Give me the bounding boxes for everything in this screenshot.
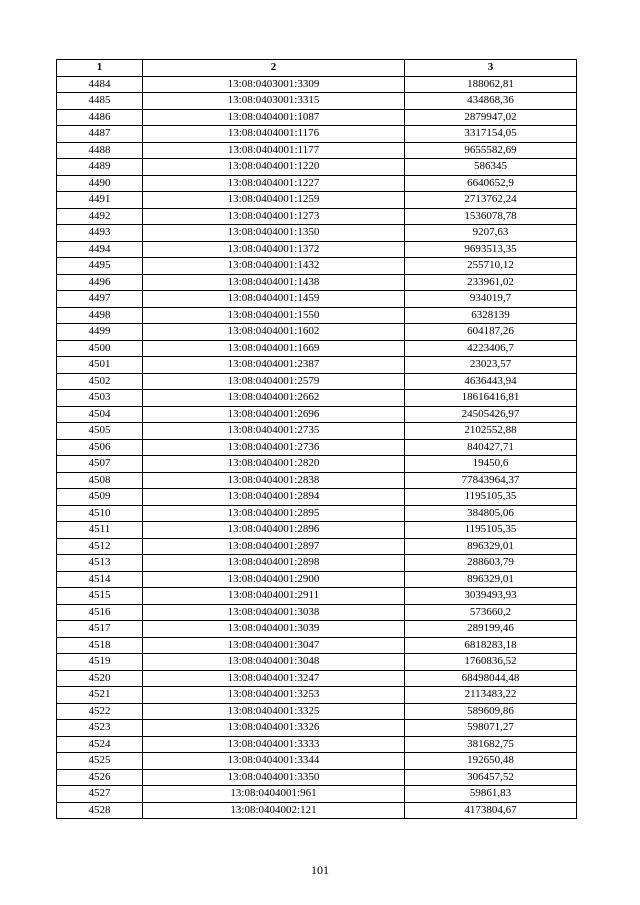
value-cell: 2102552,88 <box>405 423 577 440</box>
row-number-cell: 4488 <box>57 142 143 159</box>
value-cell: 255710,12 <box>405 258 577 275</box>
row-number-cell: 4487 <box>57 126 143 143</box>
row-number-cell: 4490 <box>57 175 143 192</box>
cadastral-number-cell: 13:08:0404001:2736 <box>143 439 405 456</box>
table-row <box>57 241 577 258</box>
cadastral-number-cell: 13:08:0404001:1177 <box>143 142 405 159</box>
cadastral-number-cell: 13:08:0404001:2662 <box>143 390 405 407</box>
cadastral-number-cell: 13:08:0404001:1459 <box>143 291 405 308</box>
table-row <box>57 522 577 539</box>
cadastral-number-cell: 13:08:0404001:3344 <box>143 753 405 770</box>
row-number-cell: 4526 <box>57 769 143 786</box>
cadastral-number-cell: 13:08:0404001:3048 <box>143 654 405 671</box>
row-number-cell: 4493 <box>57 225 143 242</box>
cadastral-number-cell: 13:08:0404001:1432 <box>143 258 405 275</box>
table-row <box>57 340 577 357</box>
value-cell: 604187,26 <box>405 324 577 341</box>
value-cell: 384805,06 <box>405 505 577 522</box>
table-row <box>57 258 577 275</box>
table-row <box>57 76 577 93</box>
value-cell: 598071,27 <box>405 720 577 737</box>
table-row <box>57 703 577 720</box>
row-number-cell: 4496 <box>57 274 143 291</box>
value-cell: 934019,7 <box>405 291 577 308</box>
cadastral-number-cell: 13:08:0404001:1350 <box>143 225 405 242</box>
cadastral-number-cell: 13:08:0404001:2895 <box>143 505 405 522</box>
table-row <box>57 324 577 341</box>
row-number-cell: 4498 <box>57 307 143 324</box>
column-header-2: 2 <box>143 60 405 77</box>
cadastral-number-cell: 13:08:0404001:2820 <box>143 456 405 473</box>
row-number-cell: 4520 <box>57 670 143 687</box>
row-number-cell: 4518 <box>57 637 143 654</box>
data-table <box>56 59 577 819</box>
cadastral-number-cell: 13:08:0404001:1227 <box>143 175 405 192</box>
value-cell: 289199,46 <box>405 621 577 638</box>
value-cell: 9207,63 <box>405 225 577 242</box>
table-row <box>57 720 577 737</box>
value-cell: 6818283,18 <box>405 637 577 654</box>
table-row <box>57 373 577 390</box>
value-cell: 4636443,94 <box>405 373 577 390</box>
table-row <box>57 802 577 819</box>
row-number-cell: 4527 <box>57 786 143 803</box>
table-header <box>57 60 577 77</box>
value-cell: 840427,71 <box>405 439 577 456</box>
value-cell: 188062,81 <box>405 76 577 93</box>
cadastral-number-cell: 13:08:0404001:2387 <box>143 357 405 374</box>
value-cell: 1760836,52 <box>405 654 577 671</box>
row-number-cell: 4504 <box>57 406 143 423</box>
value-cell: 573660,2 <box>405 604 577 621</box>
table-row <box>57 357 577 374</box>
value-cell: 1536078,78 <box>405 208 577 225</box>
cadastral-number-cell: 13:08:0404001:3253 <box>143 687 405 704</box>
cadastral-number-cell: 13:08:0403001:3309 <box>143 76 405 93</box>
value-cell: 1195105,35 <box>405 489 577 506</box>
value-cell: 59861,83 <box>405 786 577 803</box>
cadastral-number-cell: 13:08:0404001:3039 <box>143 621 405 638</box>
row-number-cell: 4513 <box>57 555 143 572</box>
table-row <box>57 423 577 440</box>
cadastral-number-cell: 13:08:0404001:1550 <box>143 307 405 324</box>
cadastral-number-cell: 13:08:0404002:121 <box>143 802 405 819</box>
cadastral-number-cell: 13:08:0404001:2898 <box>143 555 405 572</box>
cadastral-number-cell: 13:08:0404001:1259 <box>143 192 405 209</box>
cadastral-number-cell: 13:08:0404001:3247 <box>143 670 405 687</box>
row-number-cell: 4522 <box>57 703 143 720</box>
row-number-cell: 4495 <box>57 258 143 275</box>
row-number-cell: 4505 <box>57 423 143 440</box>
value-cell: 2713762,24 <box>405 192 577 209</box>
row-number-cell: 4497 <box>57 291 143 308</box>
value-cell: 586345 <box>405 159 577 176</box>
value-cell: 6640652,9 <box>405 175 577 192</box>
row-number-cell: 4521 <box>57 687 143 704</box>
cadastral-number-cell: 13:08:0404001:2897 <box>143 538 405 555</box>
value-cell: 4223406,7 <box>405 340 577 357</box>
table-row <box>57 687 577 704</box>
cadastral-number-cell: 13:08:0404001:1669 <box>143 340 405 357</box>
value-cell: 3317154,05 <box>405 126 577 143</box>
table-row <box>57 225 577 242</box>
row-number-cell: 4528 <box>57 802 143 819</box>
row-number-cell: 4511 <box>57 522 143 539</box>
value-cell: 19450,6 <box>405 456 577 473</box>
table-row <box>57 571 577 588</box>
row-number-cell: 4489 <box>57 159 143 176</box>
row-number-cell: 4516 <box>57 604 143 621</box>
value-cell: 434868,36 <box>405 93 577 110</box>
cadastral-number-cell: 13:08:0404001:2735 <box>143 423 405 440</box>
row-number-cell: 4486 <box>57 109 143 126</box>
row-number-cell: 4492 <box>57 208 143 225</box>
table-row <box>57 406 577 423</box>
table-row <box>57 93 577 110</box>
table-row <box>57 274 577 291</box>
row-number-cell: 4519 <box>57 654 143 671</box>
table-row <box>57 637 577 654</box>
table-row <box>57 489 577 506</box>
table-row <box>57 439 577 456</box>
table-row <box>57 192 577 209</box>
row-number-cell: 4517 <box>57 621 143 638</box>
table-row <box>57 555 577 572</box>
cadastral-number-cell: 13:08:0404001:3333 <box>143 736 405 753</box>
table-row <box>57 670 577 687</box>
value-cell: 288603,79 <box>405 555 577 572</box>
cadastral-number-cell: 13:08:0404001:2900 <box>143 571 405 588</box>
value-cell: 306457,52 <box>405 769 577 786</box>
table-row <box>57 307 577 324</box>
table-row <box>57 736 577 753</box>
value-cell: 68498044,48 <box>405 670 577 687</box>
table-row <box>57 159 577 176</box>
table-row <box>57 505 577 522</box>
row-number-cell: 4523 <box>57 720 143 737</box>
cadastral-number-cell: 13:08:0404001:2579 <box>143 373 405 390</box>
value-cell: 233961,02 <box>405 274 577 291</box>
table-row <box>57 604 577 621</box>
value-cell: 18616416,81 <box>405 390 577 407</box>
cadastral-number-cell: 13:08:0404001:1438 <box>143 274 405 291</box>
page-number: 101 <box>311 863 329 877</box>
row-number-cell: 4510 <box>57 505 143 522</box>
row-number-cell: 4507 <box>57 456 143 473</box>
row-number-cell: 4485 <box>57 93 143 110</box>
table-row <box>57 175 577 192</box>
cadastral-number-cell: 13:08:0404001:1372 <box>143 241 405 258</box>
row-number-cell: 4502 <box>57 373 143 390</box>
value-cell: 3039493,93 <box>405 588 577 605</box>
value-cell: 381682,75 <box>405 736 577 753</box>
cadastral-number-cell: 13:08:0404001:1273 <box>143 208 405 225</box>
row-number-cell: 4491 <box>57 192 143 209</box>
row-number-cell: 4499 <box>57 324 143 341</box>
table-row <box>57 291 577 308</box>
cadastral-number-cell: 13:08:0404001:1176 <box>143 126 405 143</box>
row-number-cell: 4506 <box>57 439 143 456</box>
table-row <box>57 142 577 159</box>
cadastral-number-cell: 13:08:0404001:2838 <box>143 472 405 489</box>
cadastral-number-cell: 13:08:0404001:2911 <box>143 588 405 605</box>
table-row <box>57 472 577 489</box>
row-number-cell: 4500 <box>57 340 143 357</box>
table-row <box>57 208 577 225</box>
table-row <box>57 588 577 605</box>
row-number-cell: 4508 <box>57 472 143 489</box>
cadastral-number-cell: 13:08:0404001:3038 <box>143 604 405 621</box>
value-cell: 589609,86 <box>405 703 577 720</box>
row-number-cell: 4503 <box>57 390 143 407</box>
table-row <box>57 621 577 638</box>
value-cell: 2879947,02 <box>405 109 577 126</box>
table-row <box>57 786 577 803</box>
value-cell: 77843964,37 <box>405 472 577 489</box>
cadastral-number-cell: 13:08:0404001:1087 <box>143 109 405 126</box>
value-cell: 2113483,22 <box>405 687 577 704</box>
table-row <box>57 769 577 786</box>
cadastral-number-cell: 13:08:0404001:3047 <box>143 637 405 654</box>
header-row <box>57 60 577 77</box>
cadastral-number-cell: 13:08:0404001:3326 <box>143 720 405 737</box>
row-number-cell: 4494 <box>57 241 143 258</box>
value-cell: 9693513,35 <box>405 241 577 258</box>
row-number-cell: 4484 <box>57 76 143 93</box>
table-row <box>57 456 577 473</box>
column-header-1: 1 <box>57 60 143 77</box>
table-row <box>57 654 577 671</box>
value-cell: 23023,57 <box>405 357 577 374</box>
cadastral-number-cell: 13:08:0404001:2894 <box>143 489 405 506</box>
table-row <box>57 390 577 407</box>
value-cell: 9655582,69 <box>405 142 577 159</box>
row-number-cell: 4525 <box>57 753 143 770</box>
value-cell: 24505426,97 <box>405 406 577 423</box>
value-cell: 6328139 <box>405 307 577 324</box>
row-number-cell: 4514 <box>57 571 143 588</box>
column-header-3: 3 <box>405 60 577 77</box>
value-cell: 896329,01 <box>405 571 577 588</box>
value-cell: 896329,01 <box>405 538 577 555</box>
row-number-cell: 4512 <box>57 538 143 555</box>
cadastral-number-cell: 13:08:0404001:1602 <box>143 324 405 341</box>
row-number-cell: 4515 <box>57 588 143 605</box>
table-row <box>57 126 577 143</box>
cadastral-number-cell: 13:08:0404001:3350 <box>143 769 405 786</box>
cadastral-number-cell: 13:08:0404001:2896 <box>143 522 405 539</box>
row-number-cell: 4524 <box>57 736 143 753</box>
value-cell: 4173804,67 <box>405 802 577 819</box>
table-row <box>57 753 577 770</box>
table-row <box>57 109 577 126</box>
cadastral-number-cell: 13:08:0404001:3325 <box>143 703 405 720</box>
cadastral-number-cell: 13:08:0404001:1220 <box>143 159 405 176</box>
cadastral-number-cell: 13:08:0404001:2696 <box>143 406 405 423</box>
value-cell: 1195105,35 <box>405 522 577 539</box>
row-number-cell: 4509 <box>57 489 143 506</box>
table-body <box>57 76 577 819</box>
value-cell: 192650,48 <box>405 753 577 770</box>
cadastral-number-cell: 13:08:0404001:961 <box>143 786 405 803</box>
cadastral-number-cell: 13:08:0403001:3315 <box>143 93 405 110</box>
row-number-cell: 4501 <box>57 357 143 374</box>
table-row <box>57 538 577 555</box>
